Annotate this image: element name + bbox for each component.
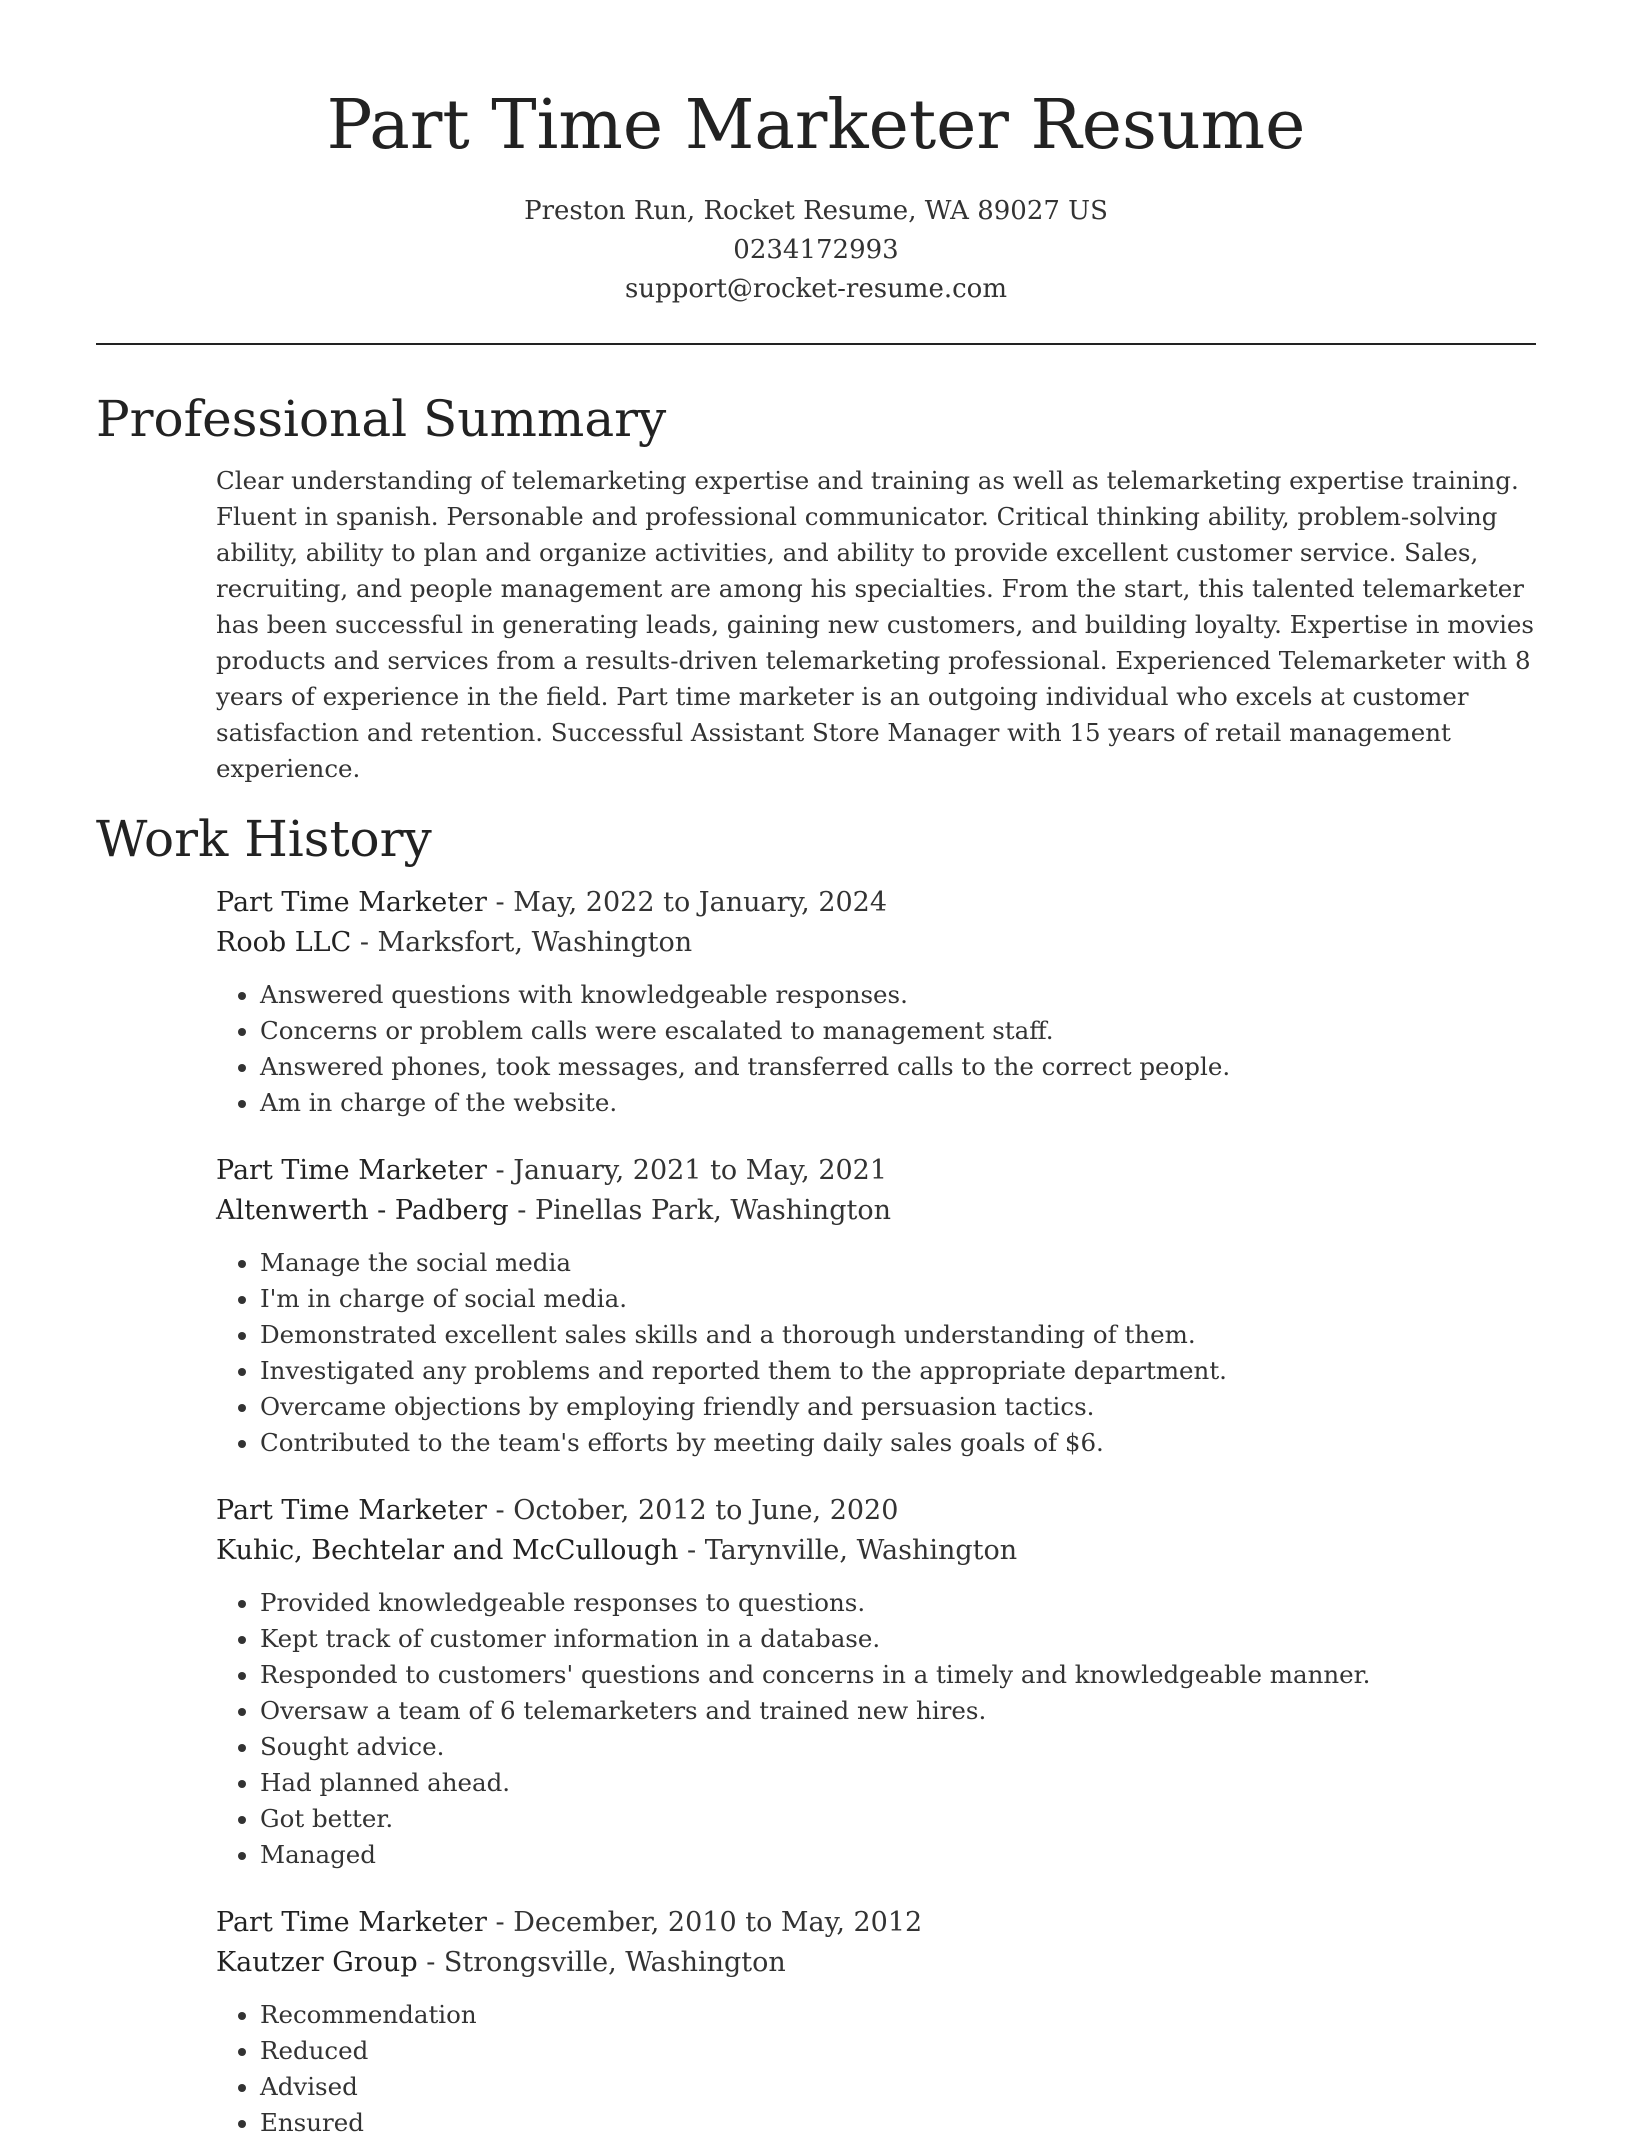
job-bullet: • Contributed to the team's efforts by meeting daily sales goals of $6. xyxy=(260,1425,1536,1461)
job-separator: - xyxy=(508,1195,535,1226)
summary-heading: Professional Summary xyxy=(96,390,667,448)
job-separator: - xyxy=(351,927,378,958)
work-history-section xyxy=(96,807,1536,2141)
job-title-line xyxy=(216,883,1536,923)
job-bullet: • Answered phones, took messages, and transferred calls to the correct people. xyxy=(260,1049,1536,1085)
job-bullet: • Recommendation xyxy=(260,1997,1536,2033)
job-bullet: • Answered questions with knowledgeable responses. xyxy=(260,977,1536,1013)
job-dates: October, 2012 to June, 2020 xyxy=(513,1495,899,1526)
job-title: Part Time Marketer xyxy=(216,1907,487,1938)
job-bullet: • Kept track of customer information in a database. xyxy=(260,1621,1536,1657)
job-bullet-list xyxy=(216,1997,1536,2141)
job-bullet: • I'm in charge of social media. xyxy=(260,1281,1536,1317)
work-history-heading: Work History xyxy=(96,810,432,868)
job-dates: January, 2021 to May, 2021 xyxy=(513,1155,888,1186)
job-list xyxy=(96,883,1536,2141)
job-title: Part Time Marketer xyxy=(216,887,487,918)
job-bullet-list xyxy=(216,1585,1536,1873)
job-bullet: • Had planned ahead. xyxy=(260,1765,1536,1801)
job-company: Roob LLC xyxy=(216,927,352,958)
contact-email: support@rocket-resume.com xyxy=(624,274,1007,304)
job-company-line xyxy=(216,1531,1536,1571)
job-bullet-list xyxy=(216,1245,1536,1461)
job-title-line xyxy=(216,1903,1536,1943)
resume-title: Part Time Marketer Resume xyxy=(326,86,1306,165)
job-bullet: • Manage the social media xyxy=(260,1245,1536,1281)
job-bullet: • Am in charge of the website. xyxy=(260,1085,1536,1121)
job-company-line xyxy=(216,923,1536,963)
job-separator: - xyxy=(678,1535,705,1566)
job-bullet: • Advised xyxy=(260,2069,1536,2105)
job-location: Marksfort, Washington xyxy=(377,927,693,958)
job-location: Pinellas Park, Washington xyxy=(534,1195,891,1226)
contact-info xyxy=(96,192,1536,309)
job-bullet: • Investigated any problems and reported them to the appropriate department. xyxy=(260,1353,1536,1389)
header-divider xyxy=(96,343,1536,345)
job-company: Kuhic, Bechtelar and McCullough xyxy=(216,1535,679,1566)
job-company: Altenwerth - Padberg xyxy=(216,1195,509,1226)
job-location: Strongsville, Washington xyxy=(443,1947,786,1978)
job-title: Part Time Marketer xyxy=(216,1155,487,1186)
job-bullet: • Oversaw a team of 6 telemarketers and trained new hires. xyxy=(260,1693,1536,1729)
summary-text: Clear understanding of telemarketing expertise and training as well as telemarketing expertise training. Fluent in spanish. Personable and professional communicator. Critical thinking ability, problem-solving ability, ability to plan and organize activities, and ability to provide excellent customer service. Sales, recruiting, and people management are among his specialties. From the start, this talented telemarketer has been successful in generating leads, gaining new customers, and building loyalty. Expertise in movies products and services from a results-driven telemarketing professional. Experienced Telemarketer with 8 years of experience in the field. Part time marketer is an outgoing individual who excels at customer satisfaction and retention. Successful Assistant Store Manager with 15 years of retail management experience. xyxy=(216,466,1534,783)
job-entry xyxy=(216,1903,1536,2141)
contact-address: Preston Run, Rocket Resume, WA 89027 US xyxy=(524,196,1108,226)
job-bullet: • Overcame objections by employing friendly and persuasion tactics. xyxy=(260,1389,1536,1425)
job-bullet: • Provided knowledgeable responses to questions. xyxy=(260,1585,1536,1621)
job-bullet: • Ensured xyxy=(260,2105,1536,2141)
job-bullet: • Reduced xyxy=(260,2033,1536,2069)
job-entry xyxy=(216,1151,1536,1461)
job-dates: December, 2010 to May, 2012 xyxy=(513,1907,923,1938)
job-title-line xyxy=(216,1151,1536,1191)
job-bullet: • Responded to customers' questions and concerns in a timely and knowledgeable manner. xyxy=(260,1657,1536,1693)
job-separator: - xyxy=(486,887,514,918)
job-separator: - xyxy=(486,1907,514,1938)
job-bullet: • Demonstrated excellent sales skills and a thorough understanding of them. xyxy=(260,1317,1536,1353)
job-company: Kautzer Group xyxy=(216,1947,418,1978)
job-location: Tarynville, Washington xyxy=(704,1535,1018,1566)
job-title-line xyxy=(216,1491,1536,1531)
resume-header xyxy=(96,0,1536,309)
job-bullet: • Sought advice. xyxy=(260,1729,1536,1765)
job-separator: - xyxy=(417,1947,444,1978)
job-title: Part Time Marketer xyxy=(216,1495,487,1526)
job-company-line xyxy=(216,1191,1536,1231)
job-dates: May, 2022 to January, 2024 xyxy=(513,887,888,918)
job-bullet-list xyxy=(216,977,1536,1121)
job-separator: - xyxy=(486,1495,514,1526)
job-company-line xyxy=(216,1943,1536,1983)
job-entry xyxy=(216,1491,1536,1873)
job-bullet: • Managed xyxy=(260,1837,1536,1873)
job-bullet: • Concerns or problem calls were escalated to management staff. xyxy=(260,1013,1536,1049)
job-bullet: • Got better. xyxy=(260,1801,1536,1837)
professional-summary-section xyxy=(96,387,1536,787)
job-separator: - xyxy=(486,1155,514,1186)
contact-phone: 0234172993 xyxy=(733,235,899,265)
job-entry xyxy=(216,883,1536,1121)
